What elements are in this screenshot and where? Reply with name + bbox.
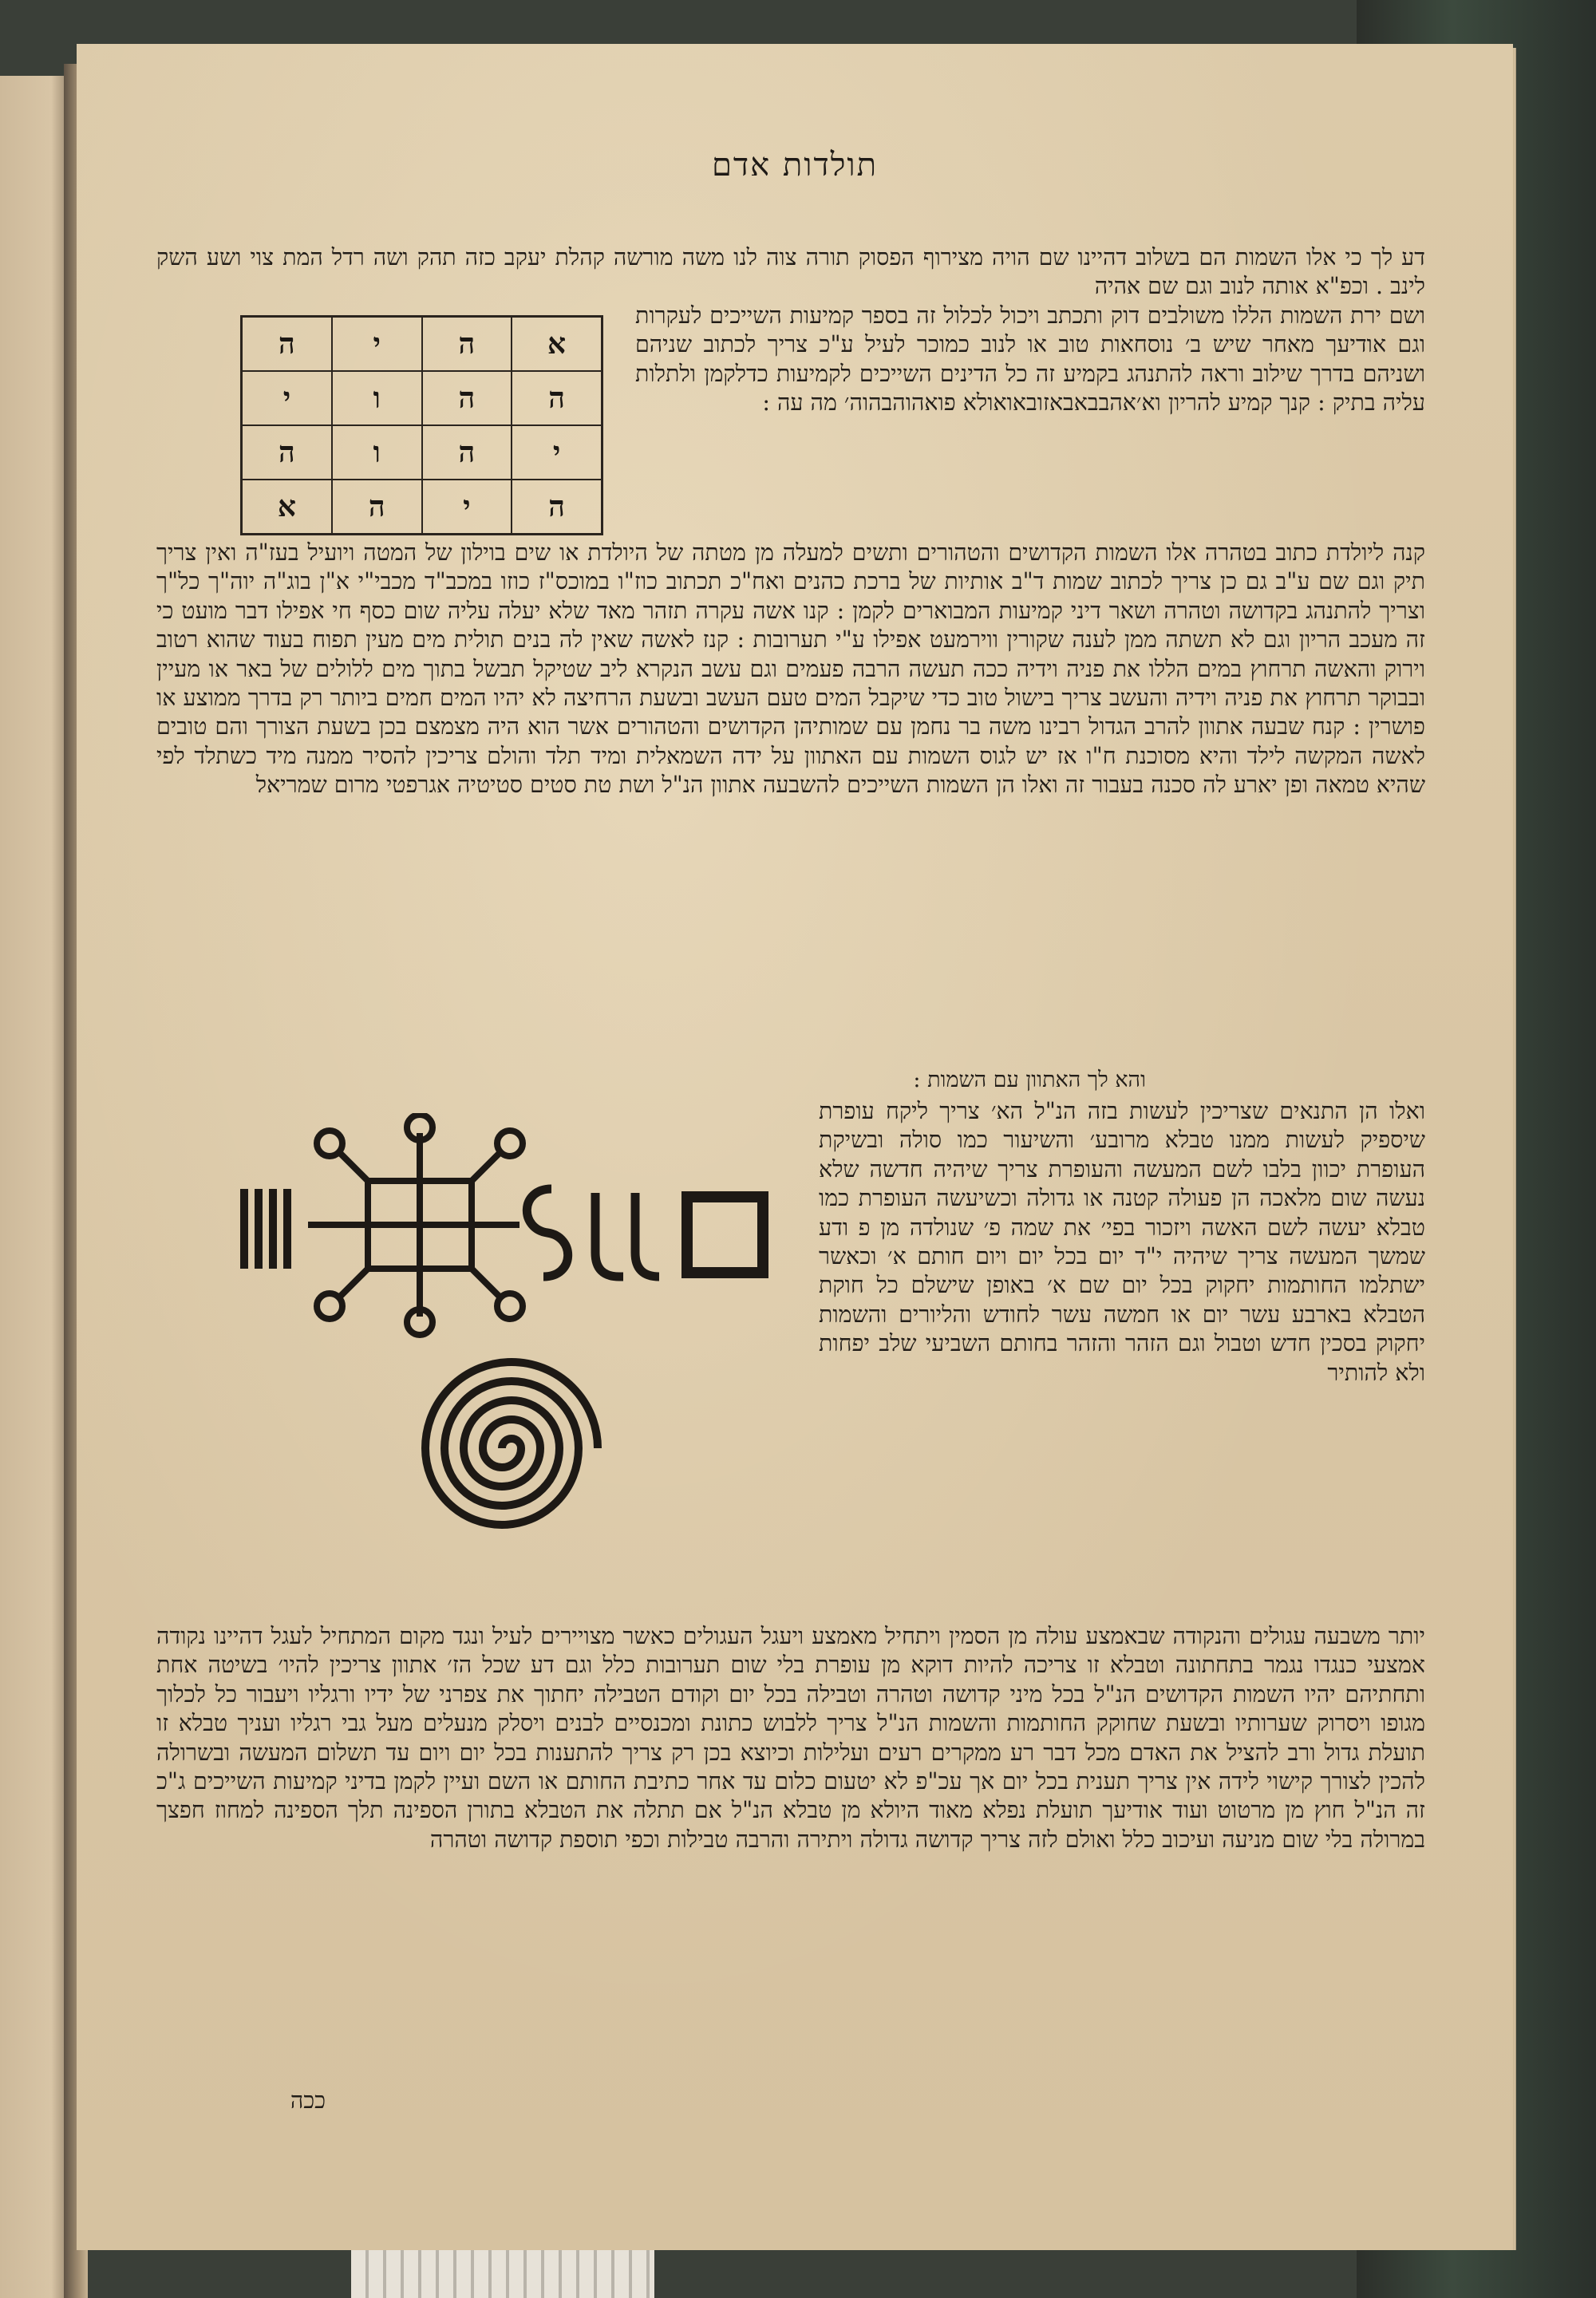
page-signature: ככה <box>290 2087 326 2114</box>
figure-caption: והא לך האתוון עם השמות : <box>913 1068 1146 1092</box>
paragraph-bottom: יותר משבעה עגולים והנקודה שבאמצע עולה מן הסמין ויתחיל מאמצע ויעגל העגולים כאשר מצויירים לעיל ונגד מקום המתחיל לעגל דהיינו נקודה אמצעי כנגדו נגמר בתחתונה וטבלא זו צריכה להיות דוקא מן עופרת בלי שום תערובות כלל וגם דע שכל הז׳ אתוון צריכין להיו׳ בשיטה אחת ותחתיהם יהיו השמות הקדושים הנ"ל בכל מיני קדושה וטהרה וטבילה בכל יום וקודם הטבילה יחתוך את צפרני של ידיו ורגליו ויעבור כל לכלוך מגופו ויסרוק שערותיו ובשעת שחוקק החותמות והשמות הנ"ל צריך ללבוש כתונת ומכנסיים לבנים ויסלק מנעלים מעל גבי רגליו ועניך טבלא זו תועלת גדול ורב להציל את האדם מכל דבר רע ממקרים רעים ועלילות וכיוצא בכן רק צריך להתענות בכל יום ויום עד תשלום המעשה ובשרולה להכין לצורך קישוי לידה אין צריך תענית בכל יום אך עכ"פ לא יטעום כלום עד אחר כתיבת החותם או השם ועיין לקמן בדיני קמיעות השייכים ג"כ זה הנ"ל חוץ מן מרטוט ועוד אודיעך תועלת נפלא מאוד היולא מן טבלא הנ"ל אם תתלה את הטבלא בתורן הספינה תלך הספינה למחוז חפצך במרולה בלי שום מניעה ועיכוב כלל ואולם לזה צריך קדושה גדולה ויתירה והרבה טבילות וכפי תוספת קדושה וטהרה <box>156 1623 1425 1853</box>
letter-grid <box>240 315 603 535</box>
grid-row <box>242 425 602 480</box>
grid-cell: ה <box>242 425 332 480</box>
grid-cell: י <box>422 480 512 535</box>
spiral-seal-icon <box>425 1362 598 1525</box>
bars-seal-icon <box>240 1189 291 1269</box>
facing-page-edge <box>0 76 73 2298</box>
running-head: תולדות אדם <box>711 147 879 184</box>
grid-cell: ו <box>332 371 422 425</box>
grid-cell: ה <box>332 480 422 535</box>
grid-cell: ה <box>512 371 602 425</box>
grid-cell: א <box>512 317 602 372</box>
paragraph-top: דע לך כי אלו השמות הם בשלוב דהיינו שם הויה מצירוף הפסוק תורה צוה לנו משה מורשה קהלת יעקב כזה תהק ושה רדל המת צוי ושע השק לינב . וכפ"א אותה לנוב וגם שם אהיה <box>156 244 1425 300</box>
grid-cell: ו <box>332 425 422 480</box>
bottom-page-tabs <box>351 2250 654 2298</box>
grid-row <box>242 371 602 425</box>
grid-row <box>242 317 602 372</box>
grid-cell: ה <box>422 317 512 372</box>
grid-cell: ה <box>422 425 512 480</box>
grid-cell: א <box>242 480 332 535</box>
grid-cell: ה <box>422 371 512 425</box>
grid-row <box>242 480 602 535</box>
paragraph-main: קנה ליולדת כתוב בטהרה אלו השמות הקדושים והטהורים ותשים למעלה מן מטתה של היולדת או שים בוילון של המטה ויועיל בעז"ה ואין צריך תיק וגם שם ע"ב גם כן צריך לכתוב שמות ד"ב אותיות של ברכת כהנים ואח"כ תכתוב כוז"ו במוכס"ז כוזו במכב"ד מכבי"י א"ן בוג"ה יוה"ך כל"ך וצריך להתנהג בקדושה וטהרה ושאר דיני קמיעות המבוארים לקמן : קנו אשה עקרה תזהר מאד שלא יעלה עליה שום כסף חי אפילו דבר מועט כי זה מעכב הריון וגם לא תשתה ממן לענה שקורין ווירמעט אפילו ע"י תערובות : קנז לאשה שאין לה בנים תולית מים מעין תפוח בעוד שהוא רטוב וירוק והאשה תרחוץ במים הללו את פניה וידיה ככה תעשה הרבה פעמים וגם עשב הנקרא ליב שטיקל תבשל בתוך מים ללולים של באר או מעיין ובבוקר תרחוץ את פניה וידיה והעשב צריך בישול טוב כדי שיקבל המים טעם העשב ובשעת הרחיצה לא יהיו המים חמים ביותר רק בדרך ממוצע או פושרין : קנח שבעה אתוון להרב הגדול רבינו משה בר נחמן עם שמותיהן הקדושים והטהורים אשר הוא היה מצמצם בכן בשעת הצורך והם טובים לאשה המקשה לילד והיא מסוכנת ח"ו אז יש לגוס השמות עם האתוון על ידה השמאלית ומיד תלד והולם צריכין להסיר ממנה מיד כשתלד לפי שהיא טמאה ופן יארע לה סכנה בעבור זה ואלו הן השמות השייכים להשבעה אתוון הנ"ל ושת טת סטים סטיטיה אגרפטי מרום שמריאל <box>156 539 1425 799</box>
grid-cell: ה <box>242 317 332 372</box>
seals-figure <box>240 1113 771 1592</box>
square-seal-icon <box>687 1197 763 1273</box>
paragraph-beside-grid: ושם ירת השמות הללו משולבים דוק ותכתב ויכול לכלול זה בספר קמיעות השייכים לעקרות וגם אודיעך מאחר שיש ב׳ נוסחאות טוב או לנוב כמוכר לעיל ע"כ צריך לכתוב שניהם ושניהם בדרך שילוב וראה להתנהג בקמיע זה כל הדינים השייכים לקמיעות כדלקמן ולתלות עליה בתיק : קנך קמיע להריון וא׳אהבבאבאזובאואולא פואהוהבהוה׳ מה עה : <box>635 302 1425 417</box>
grid-cell: ה <box>512 480 602 535</box>
ring-cross-seal-icon <box>308 1115 523 1335</box>
serpent-seal-icon <box>527 1189 567 1277</box>
paragraph-beside-figure: ואלו הן התנאים שצריכין לעשות בזה הנ"ל הא׳ צריך ליקח עופרת שיספיק לעשות ממנו טבלא מרובע׳ והשיעור כמו סולה ובשיקת העופרת יכוון בלבו לשם המעשה והעופרת צריך שיהיה חדשה שלא נעשה שום מלאכה הן פעולה קטנה או גדולה וכשיעשה העופרת כמו טבלא יעשה לשם האשה ויזכור בפי׳ את שמה פ׳ שנולדה מן פ ודע שמשך המעשה צריך שיהיה י"ד יום בכל יום ויום חותם א׳ וכאשר ישתלמו החותמות יחקוק בכל יום שם א׳ באופן שישלם כל חוקת הטבלא בארבע עשר יום או חמשה עשר לחודש והליורים והשמות יחקוק בסכין חדש וטבול וגם הזהר והזהר בחותם השביעי שלב יפחות ולא להותיר <box>819 1098 1425 1386</box>
double-stroke-seal-icon <box>595 1193 659 1277</box>
book-page <box>77 44 1513 2250</box>
grid-cell: י <box>512 425 602 480</box>
grid-cell: י <box>332 317 422 372</box>
grid-cell: י <box>242 371 332 425</box>
